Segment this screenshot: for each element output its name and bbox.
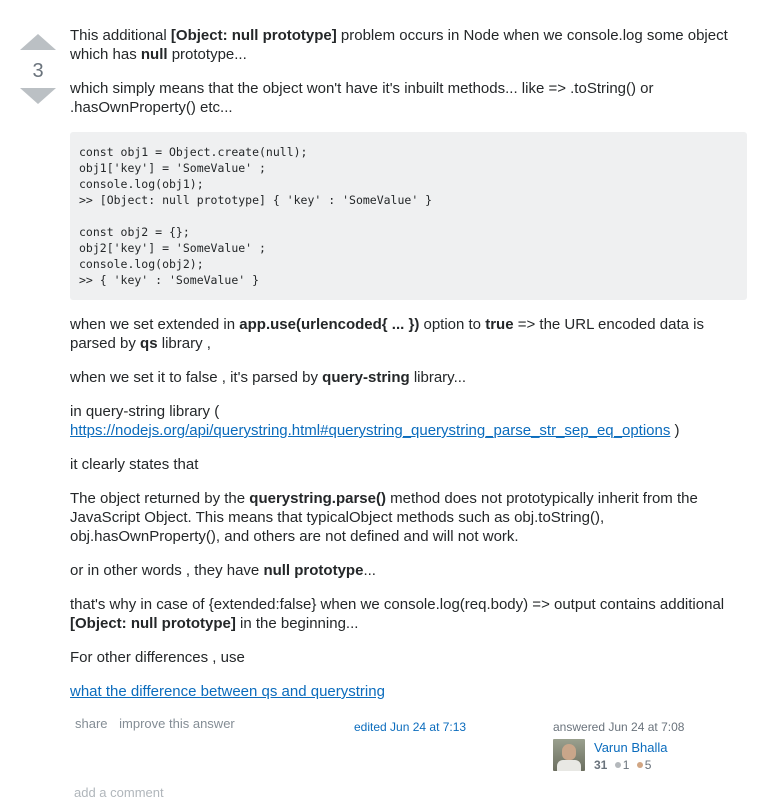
answer-paragraph-5	[70, 402, 747, 440]
nodejs-docs-link[interactable]: https://nodejs.org/api/querystring.html#querystring_querystring_parse_str_sep_eq_options	[70, 422, 671, 439]
text: when we set it to false , it's parsed by	[70, 369, 323, 386]
bronze-badge-count: 5	[644, 758, 652, 772]
user-card	[553, 720, 743, 772]
answered-timestamp: answered Jun 24 at 7:08	[553, 720, 685, 734]
vote-count: 3	[32, 60, 44, 82]
answer-body	[70, 26, 747, 716]
answer-paragraph-2: which simply means that the object won't have it's inbuilt methods... like => .toString() or .hasOwnProperty() etc...	[70, 80, 654, 116]
upvote-arrow-icon[interactable]	[20, 34, 56, 50]
avatar[interactable]	[553, 739, 585, 771]
text: The object returned by the	[70, 490, 250, 507]
text: that's why in case of {extended:false} when we console.log(req.body) => output contains additional	[70, 596, 725, 613]
answer-paragraph-7	[70, 489, 747, 546]
answer-paragraph-8	[70, 561, 747, 580]
answer-paragraph-6: it clearly states that	[70, 456, 199, 473]
text: in the beginning...	[235, 615, 359, 632]
bold-text: query-string	[322, 369, 410, 386]
silver-badge-icon	[615, 762, 621, 768]
bold-text: qs	[140, 335, 158, 352]
answer-paragraph-10: For other differences , use	[70, 649, 245, 666]
vote-cell	[20, 34, 56, 104]
qs-vs-querystring-link[interactable]: what the difference between qs and querystring	[70, 683, 385, 700]
share-link[interactable]: share	[75, 716, 108, 731]
text: library...	[409, 369, 467, 386]
text: => the URL encoded data is parsed by	[70, 316, 704, 352]
answer-paragraph-11	[70, 682, 747, 701]
text: )	[670, 422, 680, 439]
bold-text: null prototype	[263, 562, 364, 579]
text: library ,	[157, 335, 211, 352]
answer-paragraph-3	[70, 315, 747, 353]
user-name-link[interactable]: Varun Bhalla	[594, 740, 668, 755]
edited-timestamp-link[interactable]: edited Jun 24 at 7:13	[354, 720, 467, 734]
reputation-score: 31	[594, 758, 608, 772]
user-reputation	[594, 758, 651, 772]
bold-text: true	[485, 316, 514, 333]
text: or in other words , they have	[70, 562, 264, 579]
downvote-arrow-icon[interactable]	[20, 88, 56, 104]
bold-text: querystring.parse()	[249, 490, 386, 507]
bronze-badge-icon	[637, 762, 643, 768]
text: method does not prototypically inherit from the JavaScript Object. This means that typicalObject methods such as obj.toString(), obj.hasOwnProperty(), and others are not defined and will not work.	[70, 490, 698, 545]
add-comment-link[interactable]: add a comment	[74, 785, 164, 800]
text: This additional	[70, 27, 171, 44]
improve-answer-link[interactable]: improve this answer	[119, 716, 235, 731]
silver-badge-count: 1	[622, 758, 630, 772]
text: problem occurs in Node when we console.log some object which has	[70, 27, 728, 63]
text: prototype...	[167, 46, 247, 63]
text: ...	[363, 562, 376, 579]
bold-text: null	[140, 46, 168, 63]
answer-paragraph-1	[70, 26, 747, 64]
text: when we set extended in	[70, 316, 240, 333]
code-block: const obj1 = Object.create(null); obj1['key'] = 'SomeValue' ; console.log(obj1); >> [Object: null prototype] { 'key' : 'SomeValue' } const obj2 = {}; obj2['key'] = 'SomeValue' ; console.log(obj2); >> { 'key' : 'SomeValue' }	[70, 132, 747, 300]
text: in query-string library (	[70, 403, 220, 420]
bold-text: [Object: null prototype]	[170, 27, 337, 44]
answer-paragraph-4	[70, 368, 747, 387]
bold-text: [Object: null prototype]	[70, 615, 236, 632]
text: option to	[419, 316, 486, 333]
answer-paragraph-9	[70, 595, 747, 633]
bold-text: app.use(urlencoded{ ... })	[239, 316, 420, 333]
post-menu	[75, 716, 243, 731]
